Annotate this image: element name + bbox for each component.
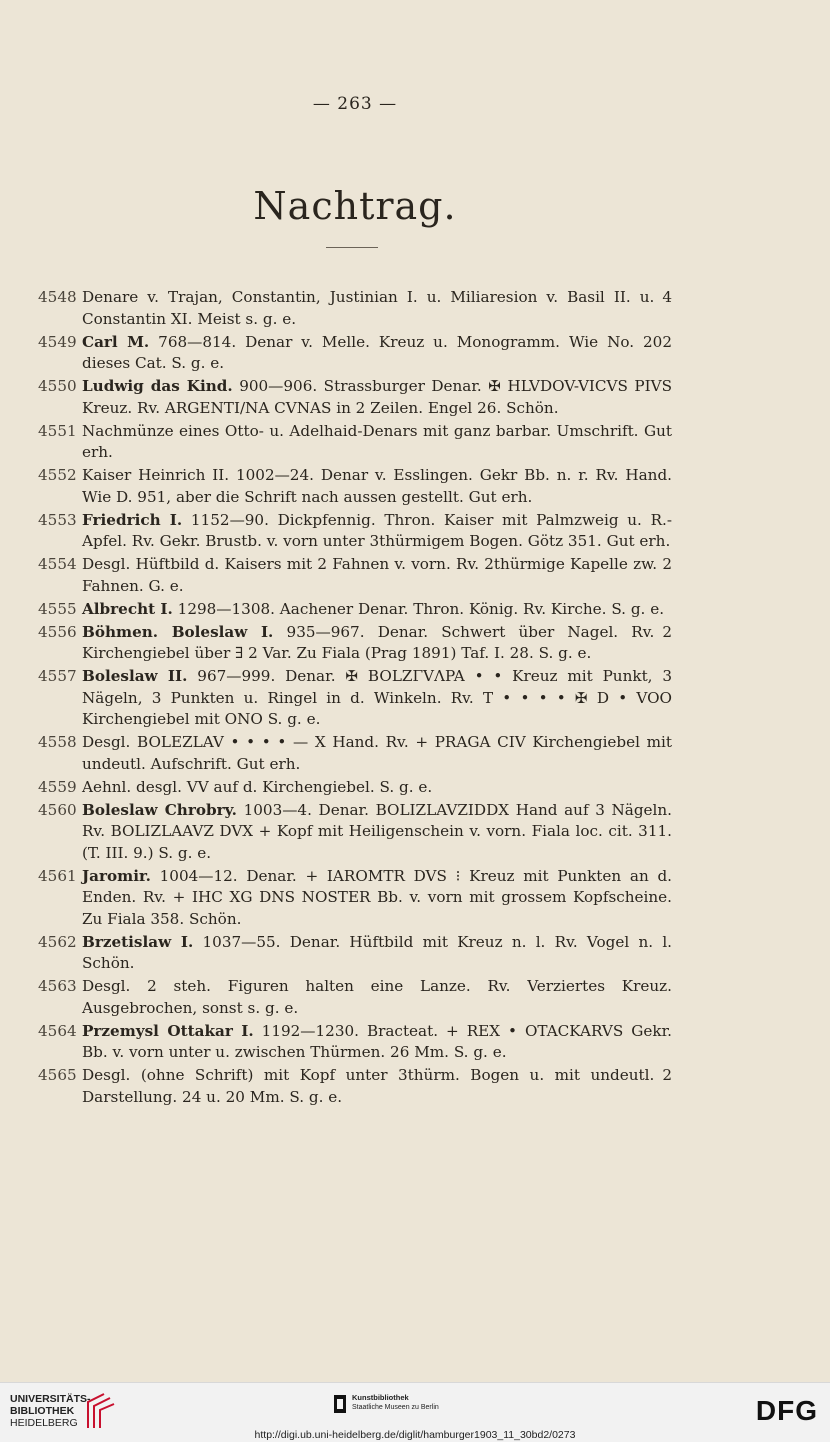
permalink-url[interactable]: http://digi.ub.uni-heidelberg.de/diglit/hamburger1903_11_30bd2/0273 bbox=[254, 1429, 576, 1441]
entry-text: 1152—90. Dickpfennig. Thron. Kaiser mit Palmzweig u. R.-Apfel. Rv. Gekr. Brustb. v. vorn unter 3thürmigem Bogen. Götz 351. Gut erh. bbox=[82, 510, 672, 550]
kunstbibliothek-icon bbox=[334, 1395, 346, 1413]
entry-number: 4550 bbox=[38, 377, 77, 395]
entry-text: Desgl. (ohne Schrift) mit Kopf unter 3thürm. Bogen u. mit undeutl. Darstellung. 24 u. 20 Mm. S. g. e. bbox=[82, 1066, 655, 1106]
catalog-entry bbox=[38, 666, 672, 731]
catalog-entry bbox=[38, 554, 672, 597]
entry-number: 4553 bbox=[38, 510, 77, 529]
entry-text: 1037—55. Denar. Hüftbild mit Kreuz n. l. Rv. Vogel n. l. Schön. bbox=[82, 932, 673, 972]
entry-text: Kaiser Heinrich II. 1002—24. Denar v. Esslingen. Gekr Bb. n. r. Rv. Hand. Wie D. 951, aber die Schrift nach aussen gestellt. Gut erh. bbox=[82, 466, 672, 506]
entry-text: Desgl. 2 steh. Figuren halten eine Lanze. Rv. Verziertes Kreuz. Ausgebrochen, sonst s. g. e. bbox=[82, 977, 672, 1017]
catalog-entry bbox=[38, 510, 672, 553]
entry-number: 4554 bbox=[38, 555, 77, 573]
dfg-logo[interactable]: DFG bbox=[755, 1395, 818, 1426]
entry-number: 4559 bbox=[38, 777, 77, 796]
entry-number: 4560 bbox=[38, 800, 77, 819]
catalog-entry bbox=[38, 932, 672, 975]
entry-text: 1003—4. Denar. BOLIZLAVZIDDX Hand auf 3 Nägeln. Rv. BOLIZLAAVZ DVX + Kopf mit Heiligenschein v. vorn. Fiala loc. cit. 311. (T. III. 9.) S. g. e. bbox=[82, 800, 673, 862]
entry-text: Nachmünze eines Otto- u. Adelhaid-Denars mit ganz barbar. Umschrift. Gut erh. bbox=[82, 421, 672, 461]
entry-text: 900—906. Strassburger Denar. ✠ HLVDOV-VICVS PIVS Kreuz. Rv. ARGENTI/NA CVNAS in 2 Zeilen. Engel 26. Schön. bbox=[82, 377, 673, 417]
catalog-entry bbox=[38, 800, 672, 865]
entry-text: Desgl. BOLEZLAV • • • • — X Hand. Rv. + PRAGA CIV Kirchengiebel mit undeutl. Aufschrift. Gut erh. bbox=[82, 733, 672, 773]
entry-text: Desgl. Hüftbild d. Kaisers mit 2 Fahnen v. vorn. Rv. 2thürmige Kapelle zw. 2 Fahnen. G. e. bbox=[82, 555, 672, 595]
entry-number: 4557 bbox=[38, 667, 77, 685]
entry-text: 1192—1230. Bracteat. + REX • OTACKARVS Gekr. Bb. v. vorn unter u. zwischen Thürmen. 26 Mm. S. g. e. bbox=[82, 1021, 672, 1061]
entry-number: 4564 bbox=[38, 1021, 77, 1040]
kb-title: Kunstbibliothek bbox=[352, 1393, 409, 1402]
entry-text: 768—814. Denar v. Melle. Kreuz u. Monogramm. Wie No. 202 dieses Cat. S. g. e. bbox=[82, 332, 672, 372]
catalog-entry bbox=[38, 599, 672, 621]
entry-lead: Jaromir. bbox=[82, 866, 151, 885]
catalog-entry bbox=[38, 287, 672, 330]
catalog-entry bbox=[38, 1065, 672, 1108]
entry-text: 1298—1308. Aachener Denar. Thron. König. Rv. Kirche. S. g. e. bbox=[177, 599, 665, 618]
catalog-entry bbox=[38, 622, 672, 665]
entry-number: 4561 bbox=[38, 866, 77, 885]
entry-number: 4555 bbox=[38, 599, 77, 618]
page-title: Nachtrag. bbox=[253, 184, 457, 228]
entry-text: 1004—12. Denar. + IAROMTR DVS ⁝ Kreuz mit Punkten an d. Enden. Rv. + IHC XG DNS NOSTER Bb. v. vorn mit grossem Kopfscheine. Zu Fiala 358. Schön. bbox=[82, 866, 672, 928]
entry-lead: Przemysl Ottakar I. bbox=[82, 1021, 254, 1040]
catalog-entry bbox=[38, 332, 672, 375]
entry-text: Aehnl. desgl. VV auf d. Kirchengiebel. S. g. e. bbox=[82, 777, 433, 796]
entry-lead: Albrecht I. bbox=[82, 599, 173, 618]
catalog-entry bbox=[38, 732, 672, 775]
kunstbibliothek-logo[interactable] bbox=[352, 1393, 439, 1412]
entry-number: 4556 bbox=[38, 622, 77, 641]
entry-number: 4552 bbox=[38, 466, 77, 484]
entry-number: 4548 bbox=[38, 288, 77, 306]
entry-value: 4 bbox=[662, 288, 672, 306]
entry-text: Denare v. Trajan, Constantin, Justinian I. u. Miliaresion v. Basil II. u. Constantin XI. Meist s. g. e. bbox=[82, 288, 655, 328]
entry-number: 4565 bbox=[38, 1066, 77, 1084]
entry-text: 967—999. Denar. ✠ BOLZΓVΛPA • • Kreuz mit Punkt, 3 Nägeln, 3 Punkten u. Ringel in d. Winkeln. Rv. T • • • • ✠ D • VOO Kirchengiebel mit ONO S. g. e. bbox=[82, 667, 672, 728]
entry-lead: Carl M. bbox=[82, 332, 150, 351]
catalog-entry bbox=[38, 866, 672, 931]
catalog-entry bbox=[38, 376, 672, 419]
entry-number: 4551 bbox=[38, 421, 77, 440]
page-number: — 263 — bbox=[312, 94, 398, 114]
entry-lead: Brzetislaw I. bbox=[82, 932, 194, 951]
catalog-entries bbox=[38, 287, 672, 1108]
entry-lead: Boleslaw II. bbox=[82, 667, 188, 685]
library-name-line3: HEIDELBERG bbox=[10, 1417, 78, 1429]
entry-lead: Friedrich I. bbox=[82, 510, 183, 529]
viewer-footer bbox=[0, 1382, 830, 1442]
entry-lead: Ludwig das Kind. bbox=[82, 377, 233, 395]
catalog-entry bbox=[38, 1021, 672, 1064]
entry-lead: Boleslaw Chrobry. bbox=[82, 800, 237, 819]
entry-value: 2 bbox=[662, 622, 672, 641]
kb-subtitle: Staatliche Museen zu Berlin bbox=[352, 1404, 439, 1411]
entry-number: 4562 bbox=[38, 932, 77, 951]
entry-number: 4563 bbox=[38, 977, 77, 995]
entry-text: 935—967. Denar. Schwert über Nagel. Rv. Kirchengiebel über ∃ 2 Var. Zu Fiala (Prag 1891) Taf. I. 28. S. g. e. bbox=[82, 622, 655, 662]
ub-heidelberg-logo[interactable] bbox=[10, 1393, 91, 1429]
catalog-entry bbox=[38, 465, 672, 508]
entry-value: 2 bbox=[662, 1066, 672, 1084]
library-name-line2: BIBLIOTHEK bbox=[10, 1405, 75, 1417]
entry-lead: Böhmen. Boleslaw I. bbox=[82, 622, 274, 641]
ub-logo-icon bbox=[84, 1390, 116, 1432]
catalog-entry bbox=[38, 976, 672, 1019]
entry-number: 4558 bbox=[38, 733, 77, 751]
entry-number: 4549 bbox=[38, 332, 77, 351]
catalog-entry bbox=[38, 777, 672, 799]
title-divider bbox=[326, 247, 378, 248]
library-name-line1: UNIVERSITÄTS- bbox=[10, 1393, 91, 1405]
catalog-entry bbox=[38, 421, 672, 464]
